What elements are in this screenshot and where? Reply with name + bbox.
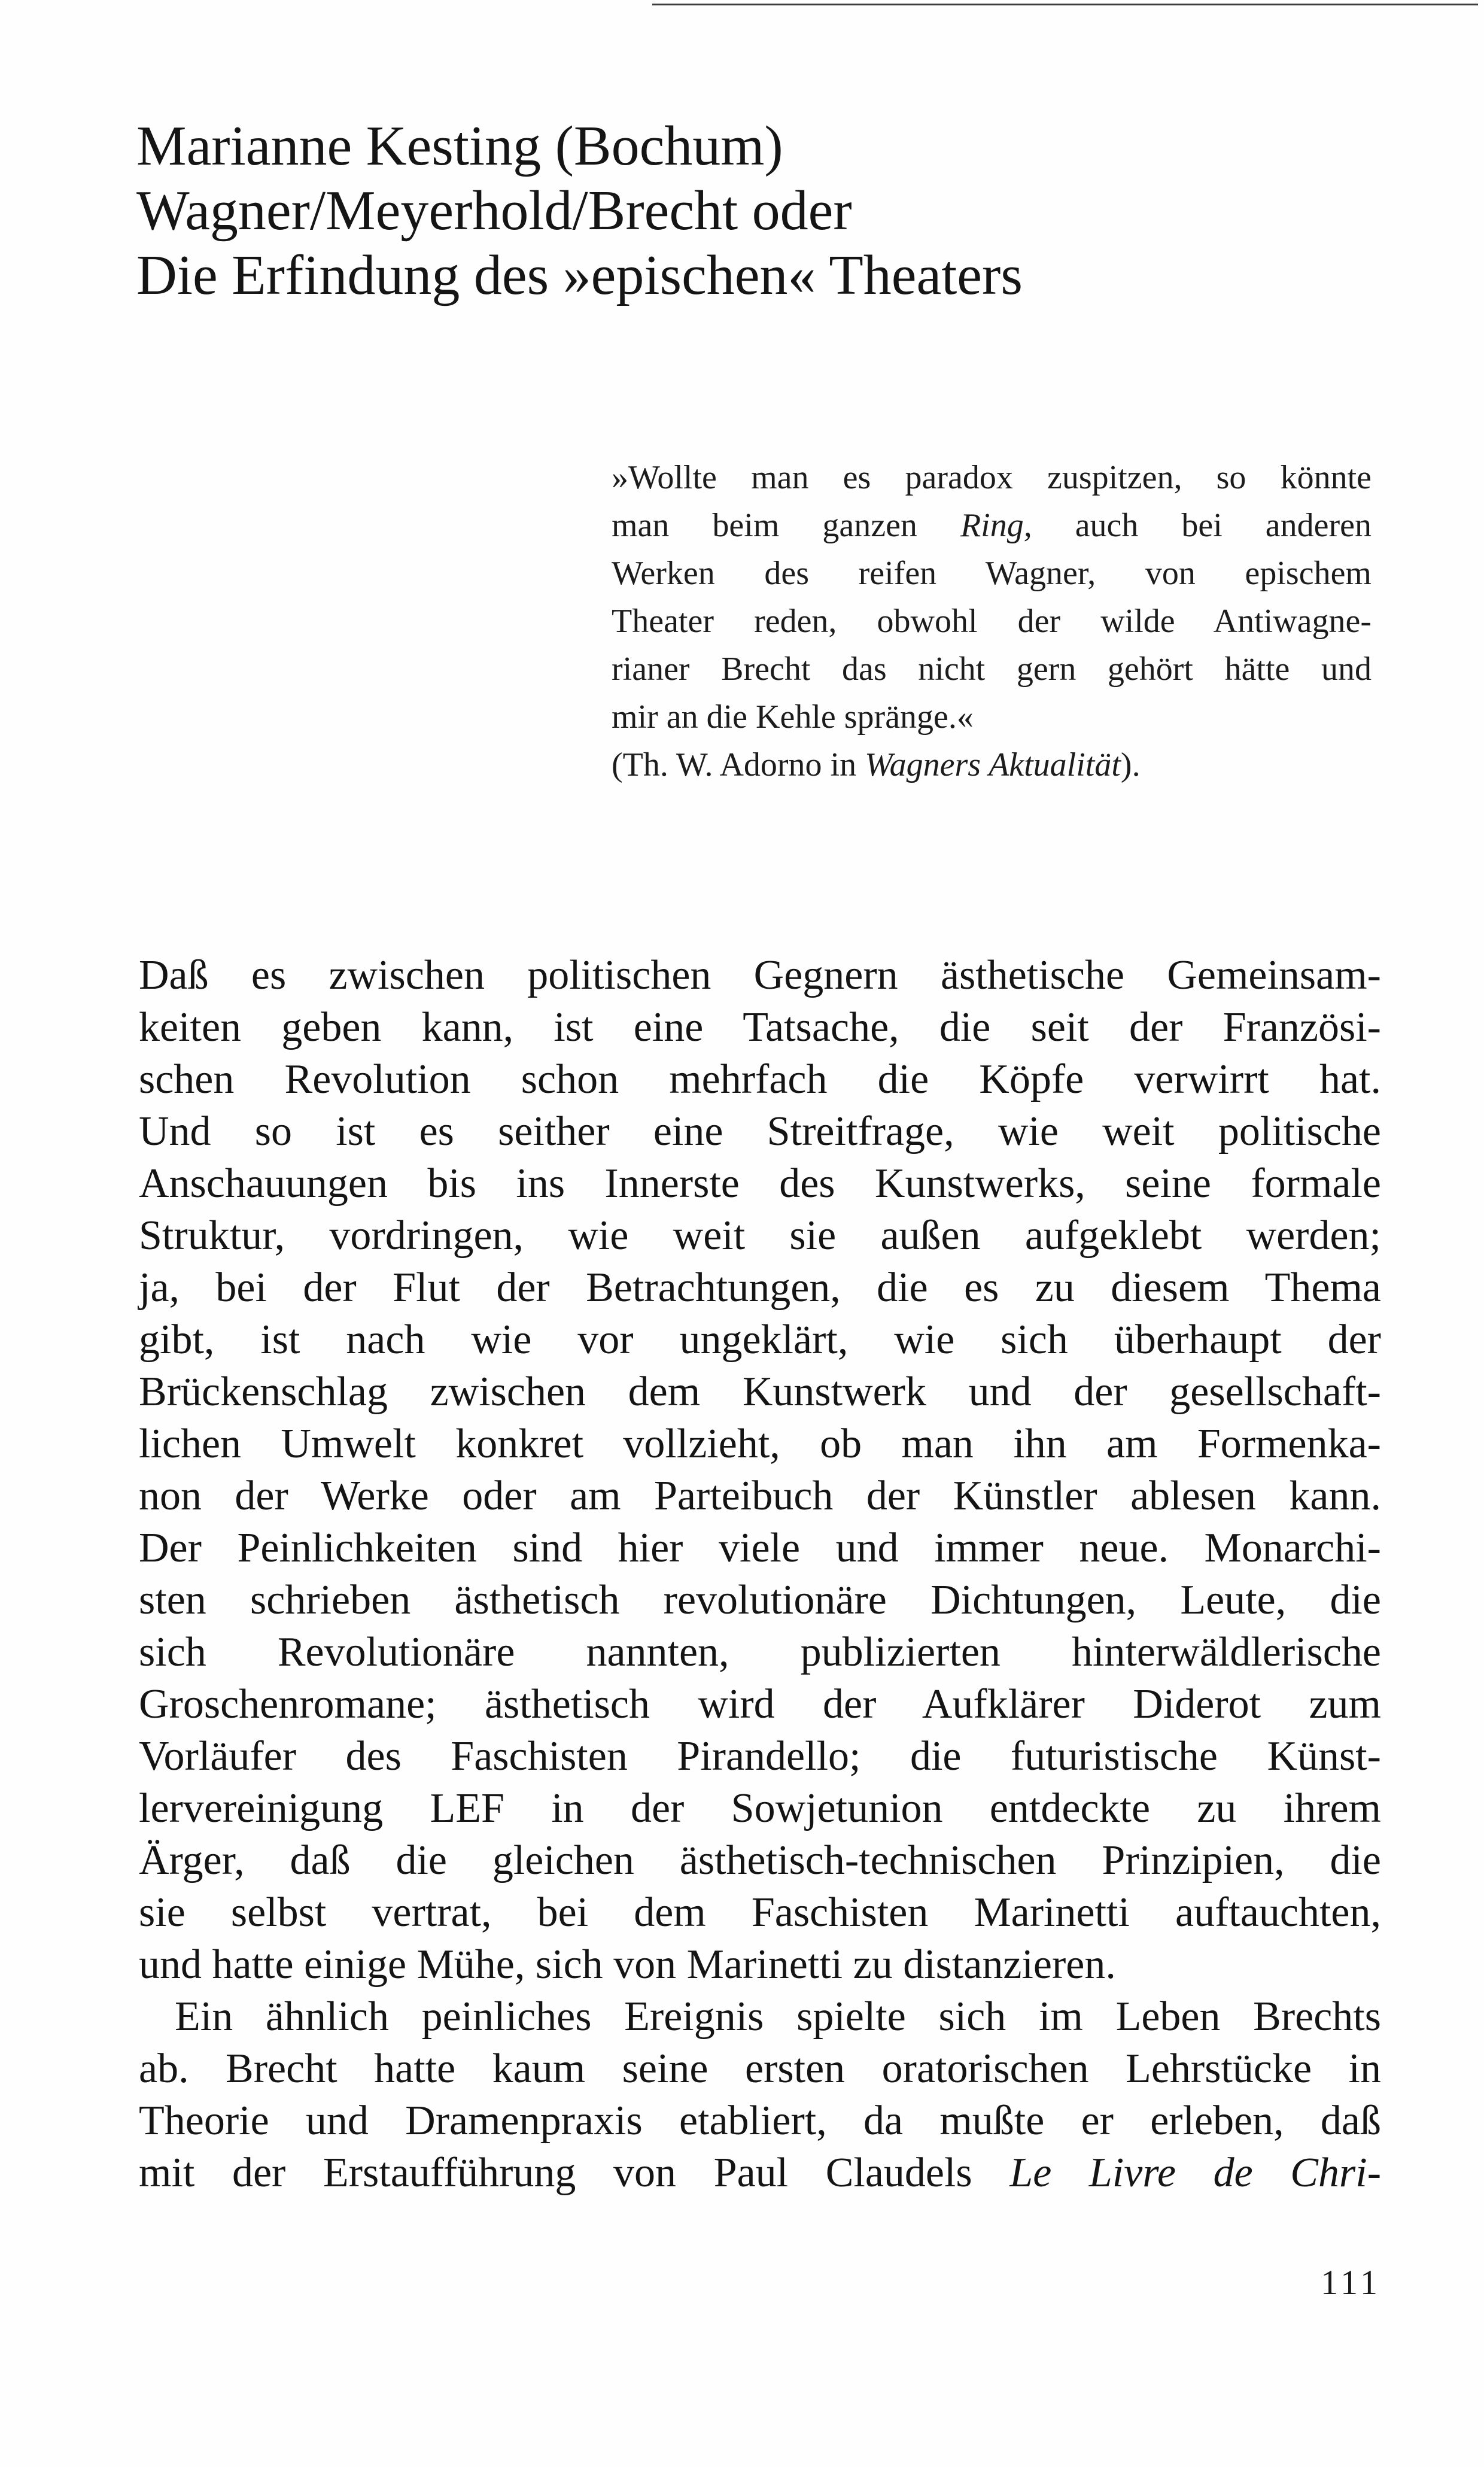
- epigraph-line: »Wollte man es paradox zuspitzen, so könnte: [612, 459, 1372, 496]
- epigraph-source: [612, 741, 1372, 789]
- epigraph-line: Theater reden, obwohl der wilde Antiwagne-: [612, 603, 1372, 640]
- epigraph-italic-ring: Ring,: [960, 507, 1032, 544]
- body-line: lichen Umwelt konkret vollzieht, ob man ihn am Formenka-: [139, 1421, 1381, 1467]
- body-line: ja, bei der Flut der Betrachtungen, die es zu diesem Thema: [139, 1265, 1381, 1311]
- body-italic-title: Le Livre de Chri-: [1009, 2150, 1381, 2196]
- body-line: keiten geben kann, ist eine Tatsache, die seit der Französi-: [139, 1004, 1381, 1050]
- body-line: Ärger, daß die gleichen ästhetisch-technischen Prinzipien, die: [139, 1837, 1381, 1883]
- body-line: Ein ähnlich peinliches Ereignis spielte sich im Leben Brechts: [175, 1994, 1381, 2040]
- body-line: non der Werke oder am Parteibuch der Künstler ablesen kann.: [139, 1473, 1381, 1519]
- body-line: sten schrieben ästhetisch revolutionäre Dichtungen, Leute, die: [139, 1577, 1381, 1623]
- page-number: 111: [1321, 2263, 1381, 2302]
- body-text: [139, 949, 1381, 2199]
- body-line: Der Peinlichkeiten sind hier viele und immer neue. Monarchi-: [139, 1525, 1381, 1571]
- body-line: ab. Brecht hatte kaum seine ersten oratorischen Lehrstücke in: [139, 2046, 1381, 2092]
- body-line: Groschenromane; ästhetisch wird der Aufklärer Diderot zum: [139, 1681, 1381, 1727]
- body-line: Brückenschlag zwischen dem Kunstwerk und der gesellschaft-: [139, 1369, 1381, 1415]
- title-line-2: Die Erfindung des »epischen« Theaters: [136, 244, 1023, 306]
- body-line: [139, 2147, 1381, 2199]
- body-text-segment: mit der Erstaufführung von Paul Claudels: [139, 2150, 972, 2196]
- body-line: Anschauungen bis ins Innerste des Kunstwerks, seine formale: [139, 1160, 1381, 1207]
- body-line: sie selbst vertrat, bei dem Faschisten Marinetti auftauchten,: [139, 1889, 1381, 1936]
- body-line: Theorie und Dramenpraxis etabliert, da mußte er erleben, daß: [139, 2098, 1381, 2144]
- body-line: Daß es zwischen politischen Gegnern ästhetische Gemeinsam-: [139, 952, 1381, 998]
- article-heading: [136, 114, 1393, 308]
- epigraph: [612, 454, 1372, 789]
- body-line: gibt, ist nach wie vor ungeklärt, wie sich überhaupt der: [139, 1317, 1381, 1363]
- epigraph-source-text: (Th. W. Adorno in: [612, 746, 857, 783]
- body-line: lervereinigung LEF in der Sowjetunion entdeckte zu ihrem: [139, 1785, 1381, 1831]
- body-line: Struktur, vordringen, wie weit sie außen aufgeklebt werden;: [139, 1213, 1381, 1259]
- author-line: Marianne Kesting (Bochum): [136, 115, 783, 177]
- epigraph-source-title: Wagners Aktualität: [865, 746, 1121, 783]
- epigraph-line: Werken des reifen Wagner, von epischem: [612, 555, 1372, 592]
- body-line: Und so ist es seither eine Streitfrage, wie weit politische: [139, 1108, 1381, 1154]
- epigraph-text: auch bei anderen: [1075, 507, 1372, 544]
- body-line: schen Revolution schon mehrfach die Köpfe verwirrt hat.: [139, 1056, 1381, 1102]
- body-line: und hatte einige Mühe, sich von Marinetti zu distanzieren.: [139, 1942, 1116, 1988]
- body-line: sich Revolutionäre nannten, publizierten hinterwäldlerische: [139, 1629, 1381, 1675]
- epigraph-line: rianer Brecht das nicht gern gehört hätte und: [612, 651, 1372, 688]
- top-rule: [652, 4, 1478, 5]
- body-line: Vorläufer des Faschisten Pirandello; die futuristische Künst-: [139, 1733, 1381, 1779]
- epigraph-line: [612, 502, 1372, 549]
- title-line-1: Wagner/Meyerhold/Brecht oder: [136, 180, 852, 242]
- epigraph-line: mir an die Kehle spränge.«: [612, 698, 974, 736]
- epigraph-text: man beim ganzen: [612, 507, 917, 544]
- epigraph-source-end: ).: [1120, 746, 1141, 783]
